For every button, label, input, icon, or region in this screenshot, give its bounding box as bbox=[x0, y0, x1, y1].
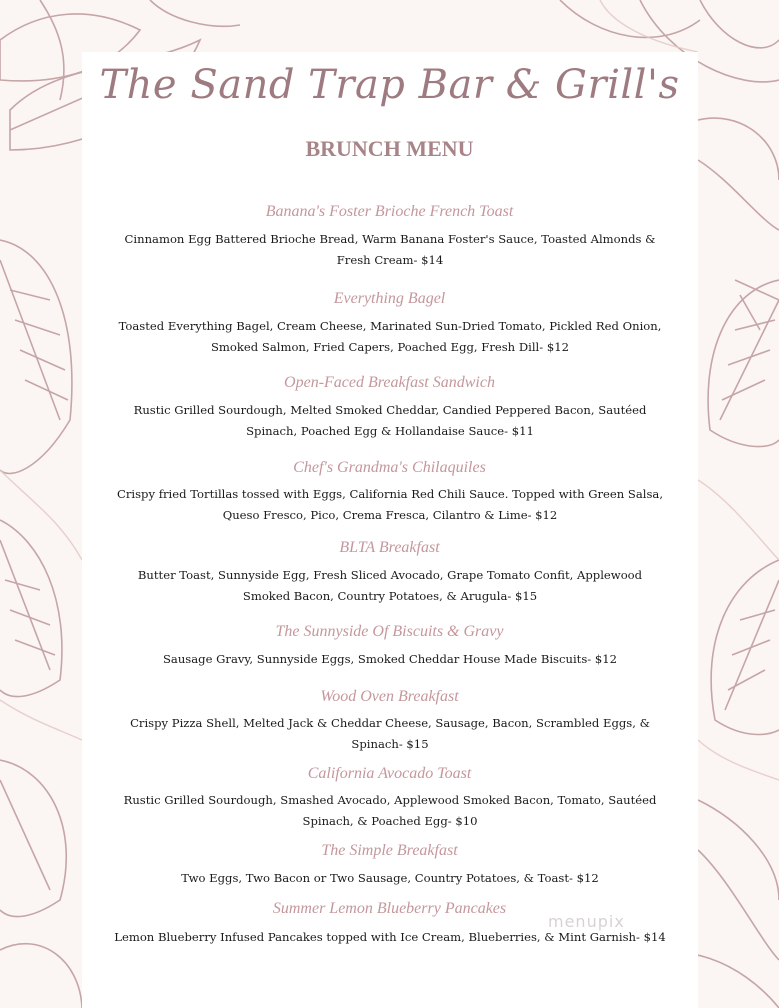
menu-item-description: Rustic Grilled Sourdough, Melted Smoked Cheddar, Candied Peppered Bacon, Sautéed Spinach, Poached Egg & Hollandaise Sauce- $11 bbox=[133, 403, 647, 438]
menu-item-description: Cinnamon Egg Battered Brioche Bread, Warm Banana Foster's Sauce, Toasted Almonds & Fresh Cream- $14 bbox=[124, 232, 656, 267]
menu-item-name: The Sunnyside Of Biscuits & Gravy bbox=[275, 623, 504, 640]
menu-item-name: Chef's Grandma's Chilaquiles bbox=[293, 459, 486, 476]
menu-title: BRUNCH MENU bbox=[305, 136, 474, 161]
menu-item-name: BLTA Breakfast bbox=[339, 539, 440, 556]
watermark: menupix bbox=[548, 912, 625, 931]
menu-item-name: Banana's Foster Brioche French Toast bbox=[265, 203, 514, 220]
menu-item-description: Butter Toast, Sunnyside Egg, Fresh Sliced Avocado, Grape Tomato Confit, Applewood Smoked Bacon, Country Potatoes, & Arugula- $15 bbox=[137, 568, 643, 603]
menu-item-description: Crispy Pizza Shell, Melted Jack & Cheddar Cheese, Sausage, Bacon, Scrambled Eggs, & Spinach- $15 bbox=[130, 716, 650, 751]
menu-item-name: California Avocado Toast bbox=[307, 765, 472, 782]
menu-item-name: Wood Oven Breakfast bbox=[320, 688, 459, 705]
menu-item-description: Toasted Everything Bagel, Cream Cheese, Marinated Sun-Dried Tomato, Pickled Red Onion, Smoked Salmon, Fried Capers, Poached Egg, Fresh Dill- $12 bbox=[118, 319, 662, 354]
menu-item-description: Rustic Grilled Sourdough, Smashed Avocado, Applewood Smoked Bacon, Tomato, Sautéed Spinach, & Poached Egg- $10 bbox=[123, 793, 657, 828]
menu-item-name: Everything Bagel bbox=[333, 290, 446, 307]
menu-item-name: Summer Lemon Blueberry Pancakes bbox=[272, 900, 507, 917]
menu-item-name: Open-Faced Breakfast Sandwich bbox=[284, 374, 495, 391]
menu-item-description: Two Eggs, Two Bacon or Two Sausage, Country Potatoes, & Toast- $12 bbox=[181, 871, 599, 885]
menu-item-name: The Simple Breakfast bbox=[321, 842, 458, 859]
menu-item-description: Lemon Blueberry Infused Pancakes topped with Ice Cream, Blueberries, & Mint Garnish- $14 bbox=[114, 930, 666, 944]
restaurant-title: The Sand Trap Bar & Grill's bbox=[99, 62, 680, 108]
menu-item-description: Crispy fried Tortillas tossed with Eggs, California Red Chili Sauce. Topped with Green Salsa, Queso Fresco, Pico, Crema Fresca, Cilantro & Lime- $12 bbox=[116, 487, 664, 522]
menu-item-description: Sausage Gravy, Sunnyside Eggs, Smoked Cheddar House Made Biscuits- $12 bbox=[162, 652, 618, 666]
